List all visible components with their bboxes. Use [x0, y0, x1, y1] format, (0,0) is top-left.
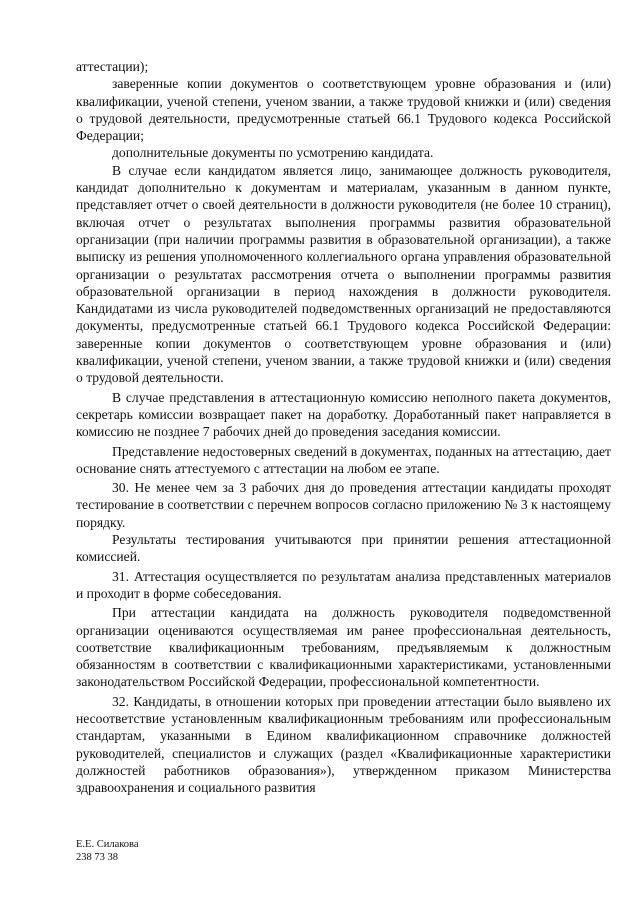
paragraph: Представление недостоверных сведений в документах, поданных на аттестацию, дает основание снять аттестуемого с аттестации на любом ее этапе.	[76, 443, 611, 476]
paragraph: заверенные копии документов о соответствующем уровне образования и (или) квалификации, ученой степени, ученом звании, а также трудовой книжки и (или) сведения о трудовой деятельности, предусмотренные статьей 66.1 Трудового кодекса Российской Федерации;	[76, 76, 611, 144]
paragraph: 30. Не менее чем за 3 рабочих дня до проведения аттестации кандидаты проходят тестирование в соответствии с перечнем вопросов согласно приложению № 3 к настоящему порядку.	[76, 480, 611, 530]
executor-phone: 238 73 38	[76, 852, 118, 863]
document-body	[76, 58, 611, 796]
paragraph: В случае представления в аттестационную комиссию неполного пакета документов, секретарь комиссии возвращает пакет на доработку. Доработанный пакет направляется в комиссию не позднее 7 рабочих дней до проведения заседания комиссии.	[76, 389, 611, 440]
paragraph: дополнительные документы по усмотрению кандидата.	[112, 145, 434, 161]
paragraph: При аттестации кандидата на должность руководителя подведомственной организации оцениваются осуществляемая им ранее профессиональная деятельность, соответствие квалификационным требованиям, предъявляемым к должностным обязанностям в соответствии с квалификационными характеристиками, установленными законодательством Российской Федерации, профессиональной компетентности.	[76, 605, 611, 690]
paragraph: 32. Кандидаты, в отношении которых при проведении аттестации было выявлено их несоответствие установленным квалификационным требованиям или профессиональным стандартам, указанными в Едином квалификационном справочнике должностей руководителей, специалистов и служащих (раздел «Квалификационные характеристики должностей работников образования»), утвержденном приказом Министерства здравоохранения и социального развития	[76, 693, 611, 796]
paragraph: Результаты тестирования учитываются при принятии решения аттестационной комиссией.	[76, 532, 611, 565]
executor-footer	[76, 838, 139, 864]
paragraph: В случае если кандидатом является лицо, занимающее должность руководителя, кандидат дополнительно к документам и материалам, указанным в данном пункте, представляет отчет о своей деятельности в должности руководителя (не более 10 страниц), включая отчет о результатах выполнения программы развития образовательной организации (при наличии программы развития в образовательной организации), а также выписку из решения уполномоченного коллегиального органа управления образовательной организации о результатах рассмотрения отчета о выполнении программы развития образовательной организации в период нахождения в должности руководителя. Кандидатами из числа руководителей подведомственных организаций не предоставляются документы, предусмотренные статьей 66.1 Трудового кодекса Российской Федерации: заверенные копии документов о соответствующем уровне образования и (или) квалификации, ученой степени, ученом звании, а также трудовой книжки и (или) сведения о трудовой деятельности.	[76, 162, 611, 386]
paragraph: 31. Аттестация осуществляется по результатам анализа представленных материалов и проходит в форме собеседования.	[76, 568, 611, 601]
executor-name: Е.Е. Силакова	[76, 839, 139, 850]
paragraph: аттестации);	[76, 59, 149, 74]
